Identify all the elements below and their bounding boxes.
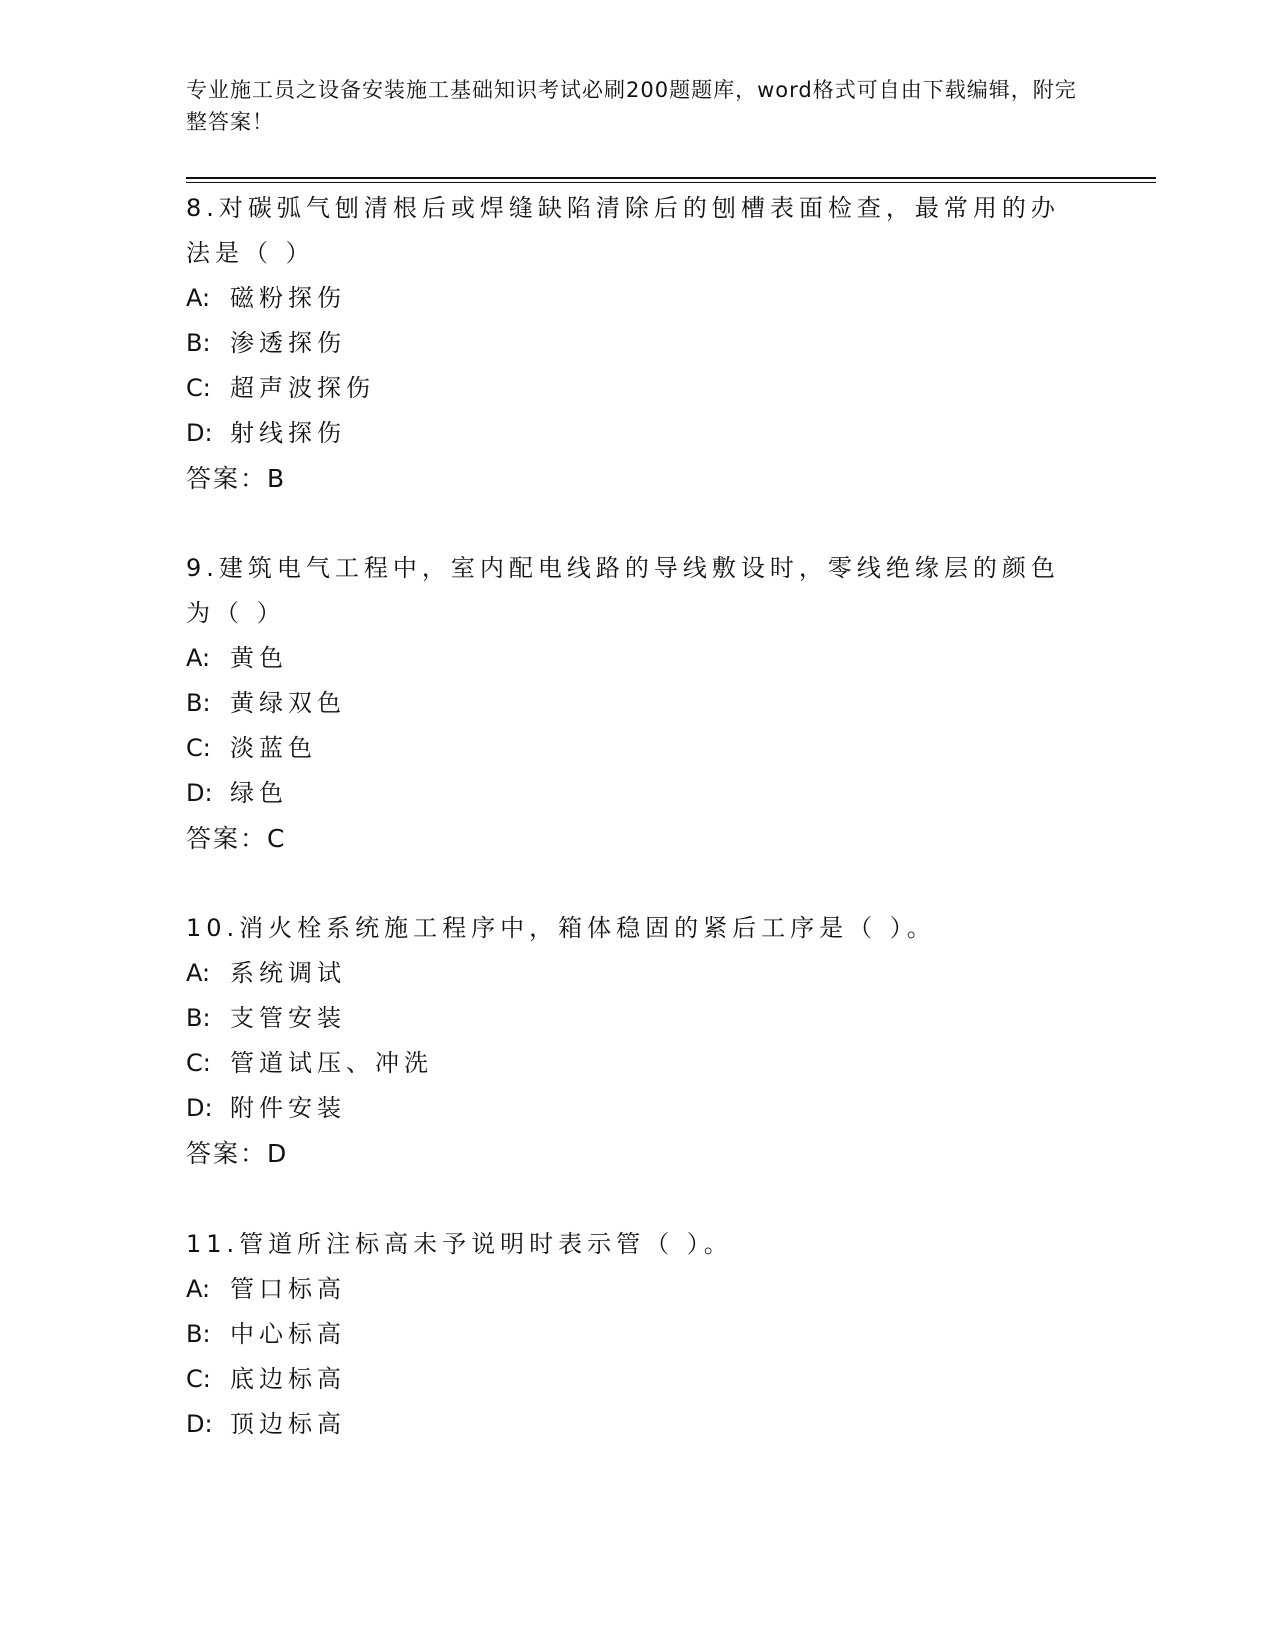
question-stem: 11.管道所注标高未予说明时表示管（ ）。 — [186, 1230, 733, 1258]
option-letter: A: — [186, 1275, 211, 1303]
question-8 — [186, 186, 1086, 501]
option-d — [186, 411, 1086, 456]
option-letter: C: — [186, 1365, 211, 1393]
option-c — [186, 726, 1086, 771]
option-b — [186, 996, 1086, 1041]
option-d — [186, 1402, 1086, 1447]
question-10 — [186, 906, 1086, 1176]
option-letter: C: — [186, 374, 211, 402]
option-letter: D: — [186, 779, 213, 807]
question-9 — [186, 546, 1086, 861]
question-11 — [186, 1222, 1086, 1447]
option-a — [186, 951, 1086, 996]
option-b — [186, 1312, 1086, 1357]
option-b — [186, 681, 1086, 726]
option-letter: B: — [186, 1320, 211, 1348]
answer-line: 答案：D — [186, 1139, 289, 1168]
question-stem: 9.建筑电气工程中，室内配电线路的导线敷设时，零线绝缘层的颜色为（ ） — [186, 554, 1060, 627]
option-text: 支管安装 — [230, 1004, 346, 1032]
option-text: 磁粉探伤 — [230, 284, 346, 312]
option-letter: B: — [186, 1004, 211, 1032]
option-text: 黄绿双色 — [230, 689, 346, 717]
option-text: 附件安装 — [230, 1094, 346, 1122]
option-text: 超声波探伤 — [230, 374, 375, 402]
option-c — [186, 1041, 1086, 1086]
option-letter: A: — [186, 644, 211, 672]
question-stem: 10.消火栓系统施工程序中，箱体稳固的紧后工序是（ ）。 — [186, 914, 936, 942]
option-c — [186, 1357, 1086, 1402]
option-text: 中心标高 — [230, 1320, 346, 1348]
answer-line: 答案：C — [186, 824, 287, 853]
option-text: 淡蓝色 — [230, 734, 317, 762]
option-letter: A: — [186, 959, 211, 987]
option-letter: A: — [186, 284, 211, 312]
option-a — [186, 276, 1086, 321]
option-text: 底边标高 — [230, 1365, 346, 1393]
option-letter: C: — [186, 734, 211, 762]
option-text: 渗透探伤 — [230, 329, 346, 357]
option-letter: D: — [186, 419, 213, 447]
answer-line: 答案：B — [186, 464, 287, 493]
option-c — [186, 366, 1086, 411]
header-divider-thick — [186, 177, 1156, 179]
option-letter: B: — [186, 689, 211, 717]
option-d — [186, 1086, 1086, 1131]
option-letter: D: — [186, 1094, 213, 1122]
option-letter: D: — [186, 1410, 213, 1438]
option-text: 黄色 — [230, 644, 288, 672]
question-stem: 8.对碳弧气刨清根后或焊缝缺陷清除后的刨槽表面检查，最常用的办法是（ ） — [186, 194, 1060, 267]
option-text: 射线探伤 — [230, 419, 346, 447]
option-d — [186, 771, 1086, 816]
document-header: 专业施工员之设备安装施工基础知识考试必刷200题题库，word格式可自由下载编辑，附完整答案！ — [186, 78, 1077, 134]
header-divider-thin — [186, 182, 1156, 183]
option-text: 管口标高 — [230, 1275, 346, 1303]
option-letter: B: — [186, 329, 211, 357]
option-b — [186, 321, 1086, 366]
option-text: 绿色 — [230, 779, 288, 807]
option-text: 管道试压、冲洗 — [230, 1049, 433, 1077]
option-a — [186, 636, 1086, 681]
option-text: 顶边标高 — [230, 1410, 346, 1438]
option-letter: C: — [186, 1049, 211, 1077]
option-a — [186, 1267, 1086, 1312]
option-text: 系统调试 — [230, 959, 346, 987]
